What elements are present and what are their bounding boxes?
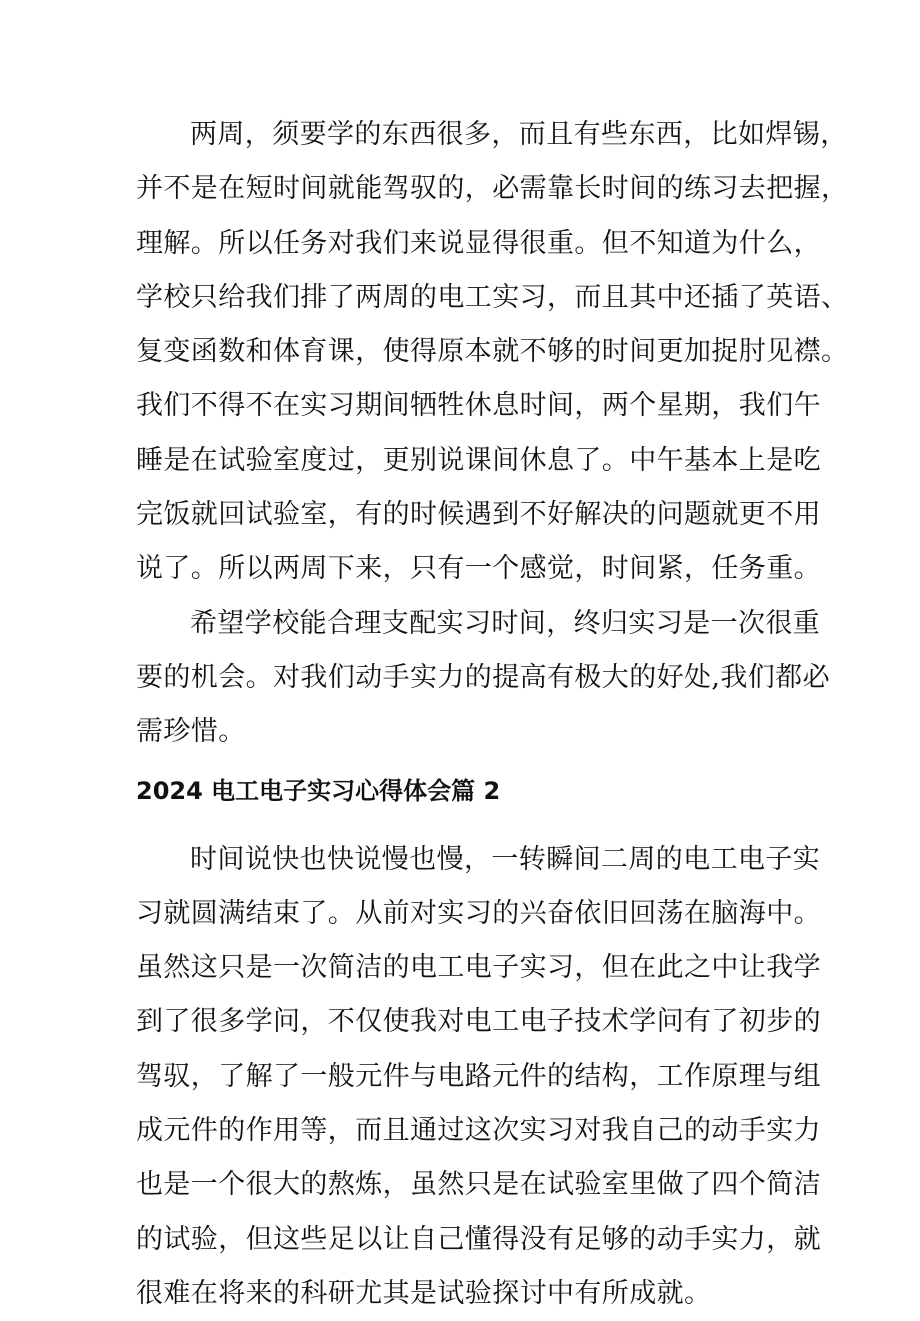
text-line: 到了很多学问，不仅使我对电工电子技术学问有了初步的 <box>136 1006 821 1038</box>
text-line: 说了。所以两周下来，只有一个感觉，时间紧，任务重。 <box>136 553 821 585</box>
text-line: 希望学校能合理支配实习时间，终归实习是一次很重 <box>190 607 821 639</box>
text-line: 我们不得不在实习期间牺牲休息时间，两个星期，我们午 <box>136 390 821 422</box>
text-line: 理解。所以任务对我们来说显得很重。但不知道为什么， <box>136 227 821 259</box>
text-line: 并不是在短时间就能驾驭的，必需靠长时间的练习去把握， <box>136 173 849 205</box>
text-line: 时间说快也快说慢也慢，一转瞬间二周的电工电子实 <box>190 843 821 875</box>
text-line: 习就圆满结束了。从前对实习的兴奋依旧回荡在脑海中。 <box>136 897 821 929</box>
text-line: 两周，须要学的东西很多，而且有些东西，比如焊锡， <box>190 119 848 150</box>
paragraph-3 <box>136 833 821 1321</box>
text-line: 成元件的作用等，而且通过这次实习对我自己的动手实力 <box>136 1115 821 1147</box>
text-line: 复变函数和体育课，使得原本就不够的时间更加捉肘见襟。 <box>136 336 849 368</box>
text-line: 完饭就回试验室，有的时候遇到不好解决的问题就更不用 <box>136 499 821 531</box>
text-line: 需珍惜。 <box>136 716 246 748</box>
text-line: 学校只给我们排了两周的电工实习，而且其中还插了英语、 <box>136 281 849 313</box>
text-line: 也是一个很大的熬炼，虽然只是在试验室里做了四个简洁 <box>136 1169 821 1201</box>
paragraph-2 <box>136 597 830 760</box>
text-line: 虽然这只是一次简洁的电工电子实习，但在此之中让我学 <box>136 952 821 984</box>
document-page <box>136 108 849 1321</box>
section-heading: 2024 电工电子实习心得体会篇 2 <box>136 776 501 805</box>
text-line: 很难在将来的科研尤其是试验探讨中有所成就。 <box>136 1277 712 1309</box>
text-line: 要的机会。对我们动手实力的提高有极大的好处,我们都必 <box>136 661 830 693</box>
text-line: 驾驭，了解了一般元件与电路元件的结构，工作原理与组 <box>136 1060 821 1092</box>
text-line: 的试验，但这些足以让自己懂得没有足够的动手实力，就 <box>136 1223 821 1255</box>
text-line: 睡是在试验室度过，更别说课间休息了。中午基本上是吃 <box>136 444 821 476</box>
paragraph-1 <box>136 108 849 597</box>
